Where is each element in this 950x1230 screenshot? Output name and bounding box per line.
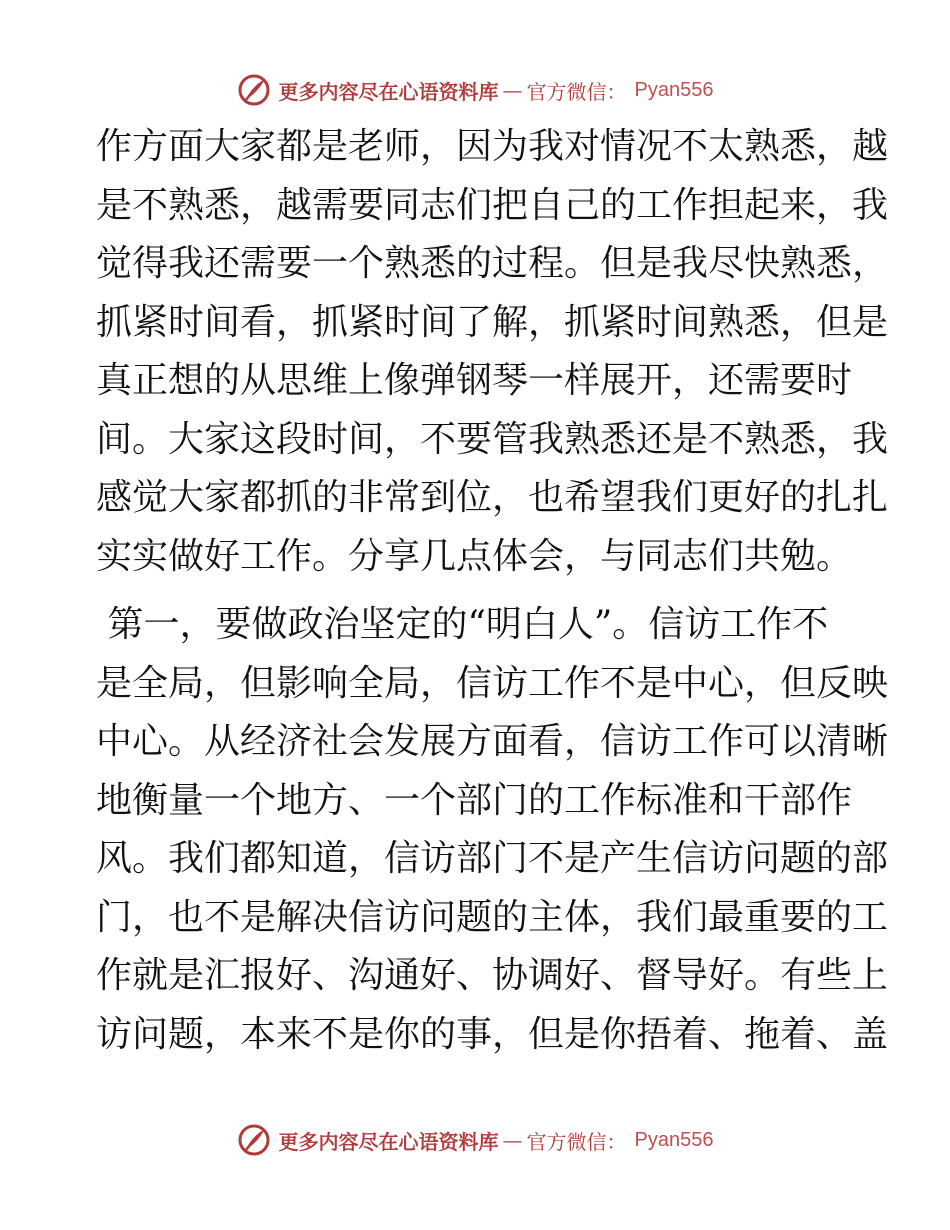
text-line: 真正想的从思维上像弹钢琴一样展开，还需要时: [96, 360, 853, 401]
header-dash: —: [502, 78, 523, 102]
text-line: 实实做好工作。分享几点体会，与同志们共勉。: [96, 535, 853, 577]
text-line: 是不熟悉，越需要同志们把自己的工作担起来，我: [96, 184, 889, 226]
text-line: 抓紧时间看，抓紧时间了解，抓紧时间熟悉，但是: [96, 301, 889, 343]
paragraph: [96, 118, 889, 586]
text-line: 访问题，本来不是你的事，但是你捂着、拖着、盖: [96, 1013, 889, 1055]
quill-logo-icon: [237, 1123, 271, 1157]
paragraph-gap: [96, 586, 856, 596]
document-body: [96, 118, 889, 1064]
header-wechat-label: 官方微信：: [526, 79, 627, 104]
footer-brand-text: 更多内容尽在心语资料库: [278, 1129, 499, 1154]
header-banner: [0, 72, 950, 108]
text-line: 间。大家这段时间，不要管我熟悉还是不熟悉，我: [96, 418, 889, 460]
text-line: 风。我们都知道，信访部门不是产生信访问题的部: [96, 838, 889, 879]
header-brand-text: 更多内容尽在心语资料库: [278, 79, 499, 104]
text-line: 作就是汇报好、沟通好、协调好、督导好。有些上: [96, 955, 889, 996]
text-line: 第一，要做政治坚定的“明白人”。信访工作不: [96, 604, 829, 645]
footer-wechat-id: Pyan556: [634, 1128, 714, 1151]
quill-logo-icon: [237, 73, 271, 107]
text-line: 中心。从经济社会发展方面看，信访工作可以清晰: [96, 721, 889, 762]
text-line: 感觉大家都抓的非常到位，也希望我们更好的扎扎: [96, 477, 889, 518]
text-line: 地衡量一个地方、一个部门的工作标准和干部作: [96, 779, 853, 821]
footer-dash: —: [502, 1128, 523, 1152]
footer-banner: [0, 1122, 950, 1158]
paragraph: [96, 596, 889, 1064]
text-line: 是全局，但影响全局，信访工作不是中心，但反映: [96, 662, 889, 704]
text-line: 门，也不是解决信访问题的主体，我们最重要的工: [96, 896, 889, 938]
text-line: 觉得我还需要一个熟悉的过程。但是我尽快熟悉，: [96, 243, 889, 284]
header-wechat-id: Pyan556: [634, 78, 714, 101]
footer-wechat-label: 官方微信：: [526, 1129, 627, 1154]
text-line: 作方面大家都是老师，因为我对情况不太熟悉，越: [96, 126, 889, 167]
